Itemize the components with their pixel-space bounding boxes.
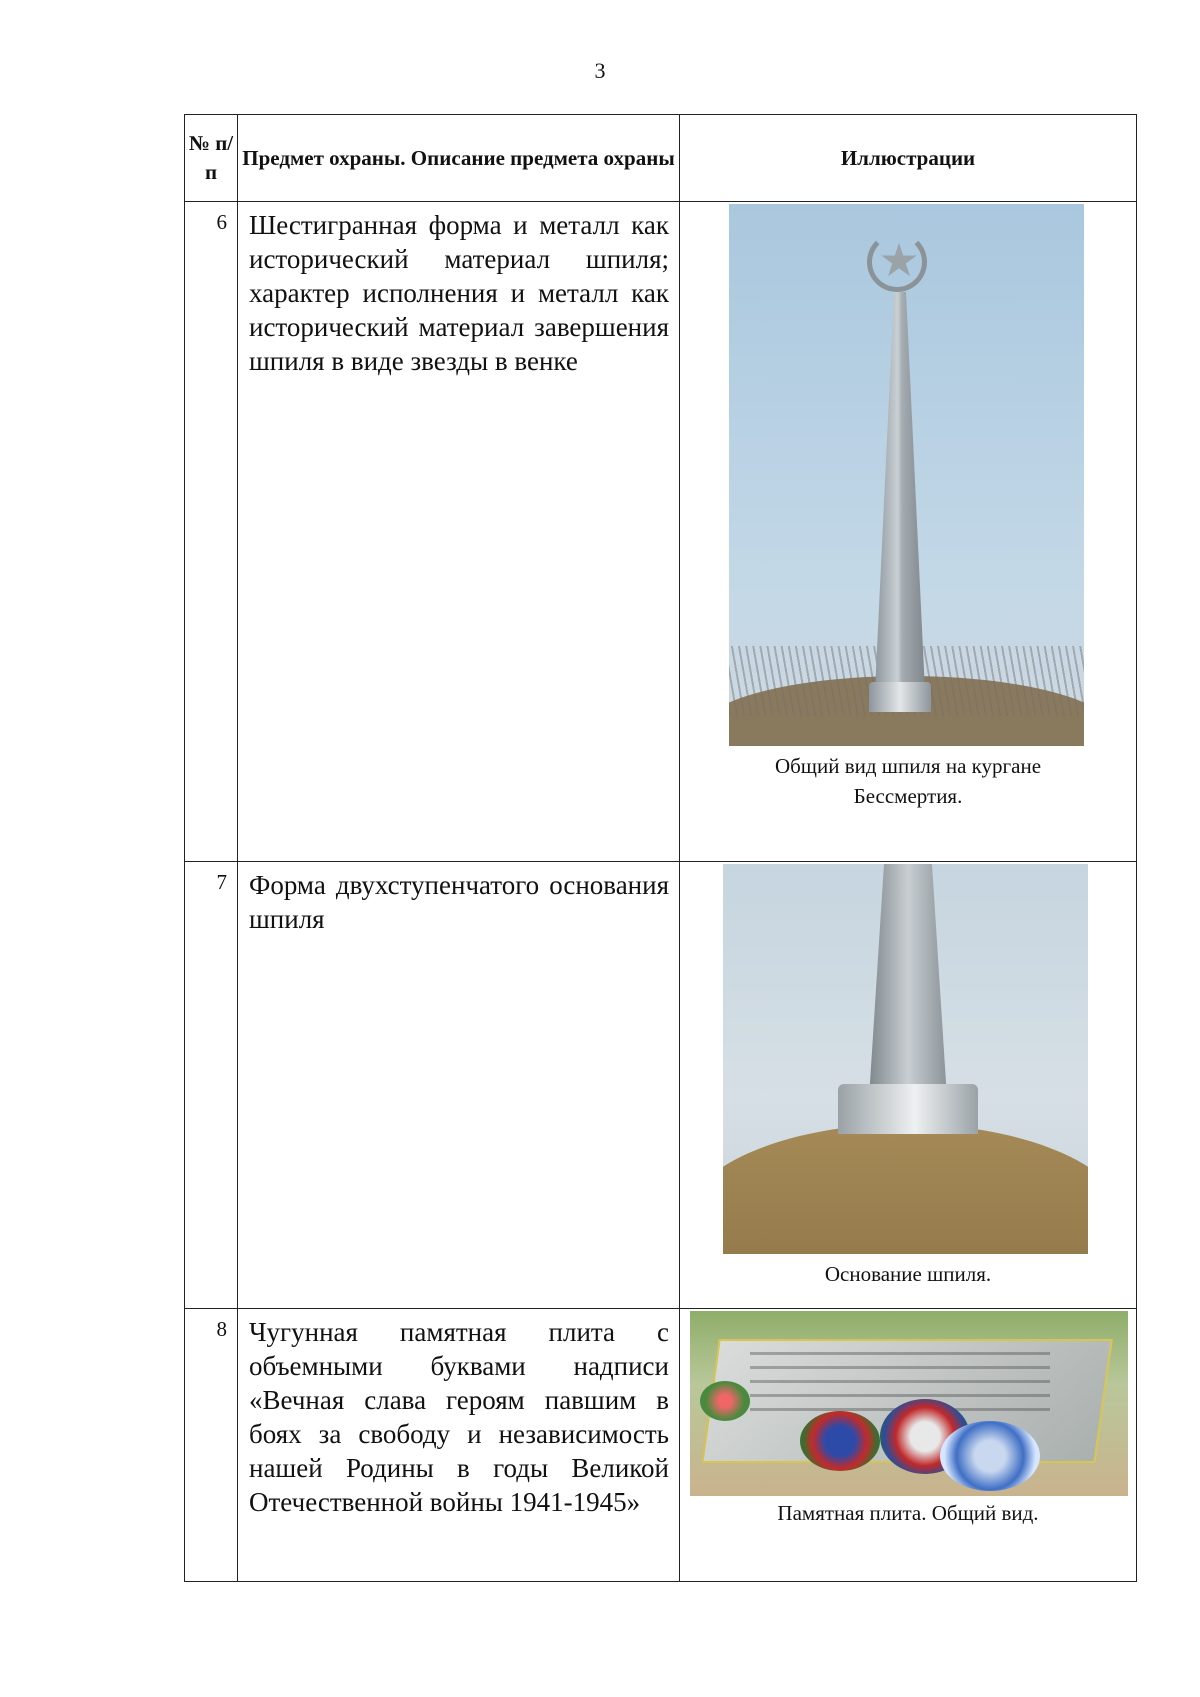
table-row <box>185 1309 1137 1582</box>
header-num-label: № п/п <box>188 131 234 184</box>
row-number: 8 <box>185 1309 238 1582</box>
row-description: Форма двухступенчатого основания шпиля <box>238 862 680 1309</box>
row-illustration <box>680 202 1137 862</box>
memorial-plate-photo <box>690 1311 1128 1496</box>
row-description: Чугунная памятная плита с объемными буквами надписи «Вечная слава героям павшим в боях за свободу и независимость нашей Родины в годы Великой Отечественной войны 1941-1945» <box>238 1309 680 1582</box>
row-illustration <box>680 1309 1137 1582</box>
table-row <box>185 202 1137 862</box>
spire-base-photo <box>723 864 1088 1254</box>
table-header-row <box>185 115 1137 202</box>
photo-caption: Основание шпиля. <box>824 1262 992 1286</box>
header-subject-label: Предмет охраны. Описание предмета охраны <box>242 145 675 170</box>
page-number: 3 <box>594 58 606 83</box>
spire-photo: ★ <box>729 204 1084 746</box>
protection-table <box>184 114 1137 1582</box>
photo-caption: Общий вид шпиля на кургане Бессмертия. <box>774 754 1042 808</box>
header-illustrations <box>680 115 1137 202</box>
table-row <box>185 862 1137 1309</box>
header-subject <box>238 115 680 202</box>
row-number: 7 <box>185 862 238 1309</box>
header-num <box>185 115 238 202</box>
row-illustration <box>680 862 1137 1309</box>
row-description: Шестигранная форма и металл как исторический материал шпиля; характер исполнения и металл как исторический материал завершения шпиля в виде звезды в венке <box>238 202 680 862</box>
photo-caption: Памятная плита. Общий вид. <box>777 1501 1039 1525</box>
header-illustrations-label: Иллюстрации <box>840 145 976 170</box>
row-number: 6 <box>185 202 238 862</box>
